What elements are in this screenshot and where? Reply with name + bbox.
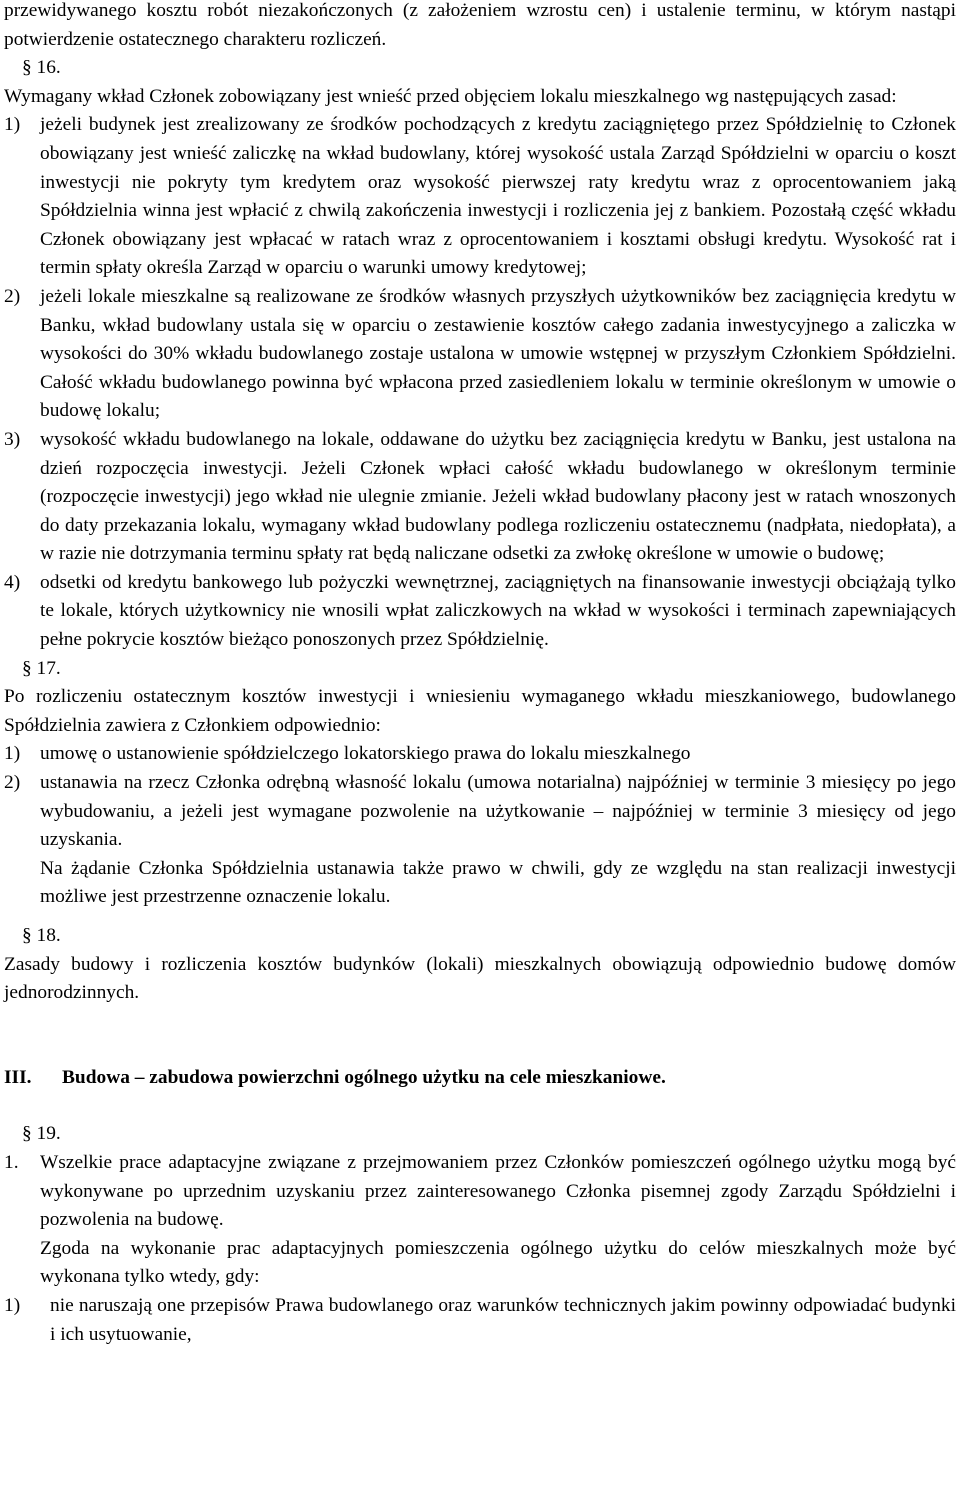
list-item: 1. Wszelkie prace adaptacyjne związane z przejmowaniem przez Członków pomieszczeń ogólnego użytku mogą być wykonywane po uprzednim uzyskaniu przez zainteresowanego Członka pisemnej zgody Zarządu Spółdzielni i pozwolenia na budowę. xyxy=(4,1151,956,1231)
list-item: 1) nie naruszają one przepisów Prawa budowlanego oraz warunków technicznych jakim powinny odpowiadać budynki i ich usytuowanie, xyxy=(4,1294,956,1345)
list-item: 2) ustanawia na rzecz Członka odrębną własność lokalu (umowa notarialna) najpóźniej w terminie 3 miesięcy po jego wybudowaniu, a jeżeli jest wymagane pozwolenie na użytkowanie – najpóźniej w terminie 3 miesięcy od jego uzyskania. xyxy=(4,772,956,851)
section-18-heading: § 18. xyxy=(22,925,61,946)
spacer xyxy=(4,1008,956,1064)
section-17-note: Na żądanie Członka Spółdzielnia ustanawia także prawo w chwili, gdy ze względu na stan realizacji inwestycji możliwe jest przestrzenne oznaczenie lokalu. xyxy=(40,857,956,908)
list-item: 3) wysokość wkładu budowlanego na lokale, oddawane do użytku bez zaciągnięcia kredytu w Banku, jest ustalona na dzień rozpoczęcia inwestycji. Jeżeli Członek wpłaci całość wkładu budowlanego w określonym terminie (rozpoczęcie inwestycji) jego wkład nie ulegnie zmianie. Jeżeli wkład budowlany płacony jest w ratach wnoszonych do daty przekazania lokalu, wymagany wkład budowlany podlega rozliczeniu ostatecznemu (nadpłata, niedopłata), a w razie nie dotrzymania terminu spłaty rat będą naliczane odsetki za zwłokę określone w umowie o budowę; xyxy=(4,428,956,565)
spacer xyxy=(4,1092,956,1120)
chapter-number: III. xyxy=(4,1066,32,1088)
section-17-heading: § 17. xyxy=(22,657,61,679)
section-16-lead: Wymagany wkład Członek zobowiązany jest wnieść przed objęciem lokalu mieszkalnego wg następujących zasad: xyxy=(4,85,897,107)
intro-paragraph: przewidywanego kosztu robót niezakończonych (z założeniem wzrostu cen) i ustalenie terminu, w którym nastąpi potwierdzenie ostatecznego charakteru rozliczeń. xyxy=(4,0,956,50)
chapter-heading xyxy=(4,1064,956,1093)
list-item: 4) odsetki od kredytu bankowego lub pożyczki wewnętrznej, zaciągniętych na finansowanie inwestycji obciążają tylko te lokale, których użytkownicy nie wnosili wpłat zaliczkowych na wkład w wysokości i terminach zapewniających pełne pokrycie kosztów bieżąco ponoszonych przez Spółdzielnię. xyxy=(4,571,956,651)
list-item: 2) jeżeli lokale mieszkalne są realizowane ze środków własnych przyszłych użytkowników bez zaciągnięcia kredytu w Banku, wkład budowlany ustala się w oparciu o zestawienie kosztów całego zadania inwestycyjnego a zaliczka w wysokości do 30% wkładu budowlanego zostaje ustalona w umowie wstępnej w przyszłym Członkiem Spółdzielni. Całość wkładu budowlanego powinna być wpłacona przed zasiedleniem lokalu w terminie określonym w umowie o budowę lokalu; xyxy=(4,285,956,422)
section-19-list xyxy=(4,1149,956,1235)
section-16-heading: § 16. xyxy=(22,57,61,79)
section-17-list xyxy=(4,740,956,854)
section-19-sublist xyxy=(4,1292,956,1349)
section-19-note: Zgoda na wykonanie prac adaptacyjnych pomieszczenia ogólnego użytku do celów mieszkalnych może być wykonana tylko wtedy, gdy: xyxy=(40,1237,956,1288)
section-17-lead: Po rozliczeniu ostatecznym kosztów inwestycji i wniesieniu wymaganego wkładu mieszkaniowego, budowlanego Spółdzielnia zawiera z Członkiem odpowiednio: xyxy=(4,686,956,736)
section-18-text: Zasady budowy i rozliczenia kosztów budynków (lokali) mieszkalnych obowiązują odpowiednio budowę domów jednorodzinnych. xyxy=(4,953,956,1004)
chapter-title: Budowa – zabudowa powierzchni ogólnego użytku na cele mieszkaniowe. xyxy=(62,1066,666,1088)
section-19-heading: § 19. xyxy=(22,1123,61,1145)
list-item: 1) jeżeli budynek jest zrealizowany ze środków pochodzących z kredytu zaciągniętego przez Spółdzielnię to Członek obowiązany jest wnieść zaliczkę na wkład budowlany, której wysokość ustala Zarząd Spółdzielni w oparciu o koszt inwestycji nie pokryty tym kredytem oraz wysokość pierwszej raty kredytu wraz z oprocentowaniem jaką Spółdzielnia winna jest wpłacić z chwilą zakończenia inwestycji i rozliczenia jej z bankiem. Pozostałą część wkładu Członek obowiązany jest wpłacać w ratach wraz z oprocentowaniem i kosztami obsługi kredytu. Wysokość rat i termin spłaty określa Zarząd w oparciu o warunki umowy kredytowej; xyxy=(4,114,956,279)
section-16-list xyxy=(4,111,956,654)
list-item: 1) umowę o ustanowienie spółdzielczego lokatorskiego prawa do lokalu mieszkalnego xyxy=(4,743,691,765)
